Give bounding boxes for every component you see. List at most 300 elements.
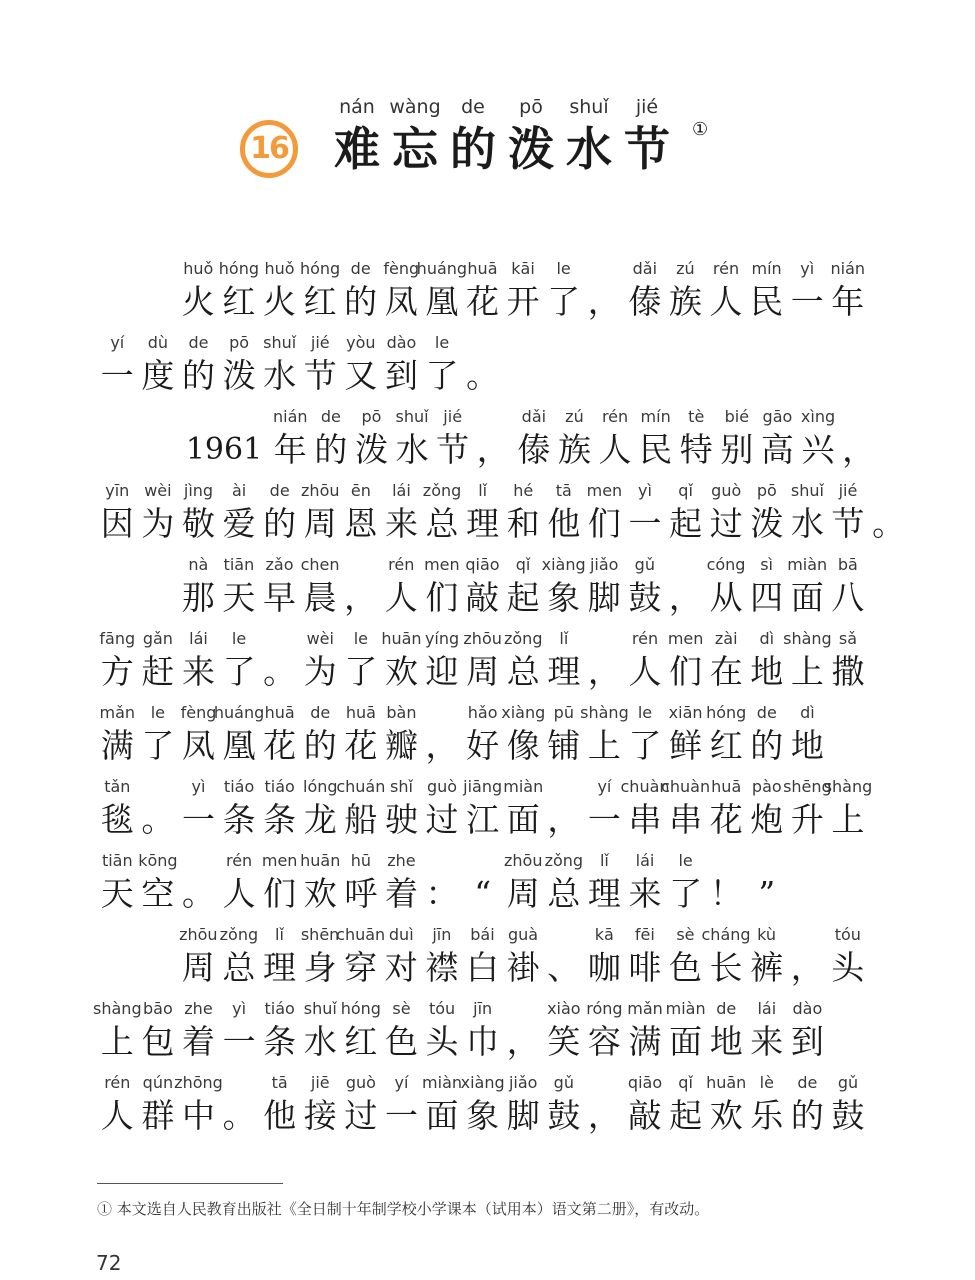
hanzi: 地 (750, 652, 784, 691)
hanzi: 兴 (801, 430, 835, 469)
char-unit (300, 480, 341, 546)
pinyin: jié (310, 333, 330, 352)
char-unit (174, 1072, 223, 1138)
char-unit (625, 628, 666, 694)
char-unit (828, 924, 869, 990)
char-unit (336, 776, 386, 842)
pinyin: dì (759, 629, 775, 648)
pinyin: tā (271, 1073, 288, 1092)
hanzi: 迎 (425, 652, 459, 691)
punctuation (473, 406, 514, 472)
hanzi: 方 (100, 652, 134, 691)
title-char (444, 94, 502, 178)
char-unit (584, 850, 625, 916)
pinyin: dù (147, 333, 169, 352)
pinyin: men (261, 851, 298, 870)
pinyin: dì (800, 703, 815, 722)
hanzi: 火 (262, 282, 296, 321)
hanzi: 花 (709, 800, 743, 839)
hanzi: 面 (669, 1022, 703, 1061)
char-unit (462, 702, 503, 768)
pinyin: huān (300, 851, 341, 870)
pinyin: hóng (218, 259, 259, 278)
char-unit (311, 406, 352, 472)
pinyin: yì (800, 259, 815, 278)
title-hanzi: 泼 (508, 122, 554, 176)
pinyin: zhōu (463, 629, 502, 648)
hanzi: 周 (466, 652, 500, 691)
hanzi: 们 (425, 578, 459, 617)
char-unit (178, 998, 219, 1064)
pinyin: le (150, 703, 166, 722)
hanzi: 的 (790, 1096, 824, 1135)
hanzi: 、 (547, 948, 581, 987)
hanzi: 撒 (831, 652, 865, 691)
char-unit (783, 628, 832, 694)
char-unit (503, 628, 544, 694)
hanzi: 面 (506, 800, 540, 839)
pinyin: huǒ (183, 259, 214, 278)
hanzi: 一 (181, 800, 215, 839)
hanzi: 总 (506, 652, 540, 691)
hanzi: 周 (303, 504, 337, 543)
pinyin: dǎi (521, 407, 547, 426)
char-unit (259, 554, 300, 620)
pinyin: xiàng (541, 555, 586, 574)
punctuation (462, 332, 503, 398)
hanzi: 条 (222, 800, 256, 839)
hanzi: 。 (466, 356, 500, 395)
pinyin: sì (760, 555, 773, 574)
punctuation (503, 998, 544, 1064)
char-unit (178, 776, 219, 842)
pinyin: shēng (783, 777, 832, 796)
char-unit (341, 850, 382, 916)
hanzi: ， (842, 430, 876, 469)
hanzi: 象 (547, 578, 581, 617)
char-unit (828, 1072, 869, 1138)
pinyin: gǎn (142, 629, 173, 648)
pinyin: yì (191, 777, 206, 796)
pinyin: yí (110, 333, 125, 352)
char-unit (381, 554, 422, 620)
char-unit (341, 702, 382, 768)
pinyin: huān (706, 1073, 747, 1092)
pinyin: huā (345, 703, 376, 722)
hanzi: 着 (384, 874, 418, 913)
hanzi: 又 (344, 356, 378, 395)
page-number: 72 (96, 1251, 122, 1275)
pinyin: le (353, 629, 368, 648)
title-hanzi: 的 (450, 122, 496, 176)
char-unit (300, 998, 341, 1064)
char-unit (422, 776, 463, 842)
hanzi: 民 (639, 430, 673, 469)
punctuation (665, 554, 706, 620)
title-pinyin: jié (635, 96, 659, 118)
char-unit (341, 480, 382, 546)
hanzi: 人 (100, 1096, 134, 1135)
char-unit (828, 628, 869, 694)
hanzi: 过 (709, 504, 743, 543)
hanzi: 早 (262, 578, 296, 617)
pinyin: sè (392, 999, 411, 1018)
pinyin: le (434, 333, 450, 352)
hanzi: 面 (790, 578, 824, 617)
pinyin: nián (273, 407, 308, 426)
pinyin: men (424, 555, 460, 574)
pinyin: yíng (424, 629, 460, 648)
hanzi: 驶 (384, 800, 418, 839)
char-unit (665, 1072, 706, 1138)
hanzi: 人 (598, 430, 632, 469)
char-unit (462, 1072, 503, 1138)
char-unit (544, 850, 585, 916)
hanzi: 理 (587, 874, 621, 913)
char-unit (706, 776, 747, 842)
char-unit (554, 406, 595, 472)
hanzi: ： (425, 874, 459, 913)
hanzi: 上 (790, 652, 824, 691)
hanzi: 群 (141, 1096, 175, 1135)
char-unit (503, 850, 544, 916)
char-unit (706, 702, 747, 768)
char-unit (543, 554, 584, 620)
char-unit (259, 480, 300, 546)
hanzi: 了 (425, 356, 459, 395)
char-unit (665, 702, 706, 768)
pinyin: fēi (634, 925, 655, 944)
char-unit (665, 480, 706, 546)
char-unit (787, 480, 828, 546)
pinyin: mǎn (99, 703, 136, 722)
char-unit (97, 776, 138, 842)
char-unit (706, 554, 747, 620)
char-unit (625, 480, 666, 546)
hanzi: 泼 (354, 430, 388, 469)
pinyin: huā (711, 777, 742, 796)
char-unit (787, 702, 828, 768)
char-unit (259, 258, 300, 324)
char-unit (625, 850, 666, 916)
char-unit (665, 258, 706, 324)
pinyin: jiǎo (589, 555, 619, 574)
pinyin: chuàn (620, 777, 670, 796)
hanzi: 裤 (750, 948, 784, 987)
text-line (97, 702, 828, 768)
hanzi: 。 (141, 800, 175, 839)
pinyin: pō (756, 481, 777, 500)
punctuation (422, 850, 463, 916)
hanzi: 笑 (547, 1022, 581, 1061)
char-unit (213, 702, 265, 768)
text-line (97, 628, 868, 694)
hanzi: 到 (384, 356, 418, 395)
pinyin: shēn (300, 925, 340, 944)
punctuation (543, 924, 584, 990)
char-unit (665, 924, 706, 990)
pinyin: hǎo (467, 703, 498, 722)
char-unit (259, 702, 300, 768)
char-unit (432, 406, 473, 472)
hanzi: 。 (872, 504, 906, 543)
hanzi: 的 (344, 282, 378, 321)
char-unit (584, 480, 625, 546)
pinyin: huǒ (264, 259, 295, 278)
char-unit (219, 554, 260, 620)
hanzi: 接 (303, 1096, 337, 1135)
hanzi: 年 (273, 430, 307, 469)
char-unit (300, 628, 341, 694)
hanzi: 度 (141, 356, 175, 395)
hanzi: 欢 (303, 874, 337, 913)
pinyin: guò (427, 777, 458, 796)
char-unit (381, 924, 422, 990)
hanzi: 理 (547, 652, 581, 691)
hanzi: 条 (263, 1022, 297, 1061)
pinyin: miàn (665, 999, 706, 1018)
pinyin: rén (104, 1073, 131, 1092)
char-unit (381, 998, 422, 1064)
text-line (93, 998, 828, 1064)
char-unit (665, 628, 706, 694)
hanzi: 的 (303, 726, 337, 765)
char-unit (584, 776, 625, 842)
hanzi: 过 (425, 800, 459, 839)
pinyin: zǎo (265, 555, 294, 574)
text-line (178, 258, 868, 324)
punctuation (544, 776, 585, 842)
char-unit (747, 1072, 788, 1138)
title-hanzi: 节 (624, 122, 670, 176)
hanzi: 那 (181, 578, 215, 617)
hanzi: 水 (395, 430, 429, 469)
char-unit (416, 258, 468, 324)
pinyin: duì (388, 925, 414, 944)
hanzi: 红 (344, 1022, 378, 1061)
pinyin: guà (507, 925, 539, 944)
hanzi: 傣 (628, 282, 662, 321)
pinyin: gǔ (553, 1073, 574, 1092)
hanzi: 鼓 (547, 1096, 581, 1135)
pinyin: fèng (383, 259, 420, 278)
char-unit (381, 332, 422, 398)
char-unit (178, 332, 219, 398)
pinyin: kù (757, 925, 777, 944)
hanzi: 爱 (222, 504, 256, 543)
pinyin: gǔ (634, 555, 655, 574)
pinyin: bā (837, 555, 858, 574)
pinyin: cóng (706, 555, 746, 574)
char-unit (422, 1072, 463, 1138)
char-unit (503, 554, 544, 620)
char-unit (746, 924, 787, 990)
pinyin: jiǎo (508, 1073, 538, 1092)
text-line (97, 1072, 868, 1138)
pinyin: le (637, 703, 653, 722)
char-unit (219, 332, 260, 398)
hanzi: 凤 (181, 726, 215, 765)
hanzi: 空 (141, 874, 175, 913)
pinyin: shàng (580, 703, 629, 722)
hanzi: 一 (100, 356, 134, 395)
char-unit (462, 480, 503, 546)
char-unit (341, 332, 382, 398)
hanzi: 欢 (384, 652, 418, 691)
pinyin: huáng (416, 259, 468, 278)
pinyin: rén (388, 555, 415, 574)
text-line (97, 850, 787, 916)
hanzi: 敬 (181, 504, 215, 543)
text-line (178, 554, 868, 620)
hanzi: 从 (709, 578, 743, 617)
pinyin: sǎ (838, 629, 858, 648)
pinyin: gǔ (837, 1073, 859, 1092)
hanzi: 。 (222, 1096, 256, 1135)
pinyin: yīn (105, 481, 130, 500)
char-unit (422, 480, 463, 546)
char-unit (635, 406, 676, 472)
text-line (97, 332, 503, 398)
char-unit (625, 1072, 666, 1138)
char-unit (259, 1072, 300, 1138)
hanzi: ， (587, 1096, 621, 1135)
punctuation (178, 850, 219, 916)
char-unit (706, 480, 747, 546)
hanzi: 毯 (100, 800, 134, 839)
punctuation (584, 628, 625, 694)
hanzi: 花 (465, 282, 499, 321)
pinyin: rén (601, 407, 629, 426)
char-unit (300, 702, 341, 768)
char-unit (462, 628, 503, 694)
lesson-number-badge: 16 (240, 120, 298, 178)
pinyin: xiàng (501, 703, 546, 722)
hanzi: 人 (709, 282, 743, 321)
hanzi: 好 (466, 726, 500, 765)
pinyin: de (269, 481, 290, 500)
char-unit (747, 998, 788, 1064)
hanzi: ， (547, 800, 581, 839)
hanzi: 着 (181, 1022, 215, 1061)
pinyin: rén (631, 629, 659, 648)
hanzi: 了 (344, 652, 378, 691)
pinyin: tóu (834, 925, 861, 944)
char-unit (422, 332, 463, 398)
title-char (618, 94, 676, 178)
hanzi: 江 (466, 800, 500, 839)
pinyin: lái (189, 629, 208, 648)
hanzi: 长 (709, 948, 743, 987)
hanzi: 的 (263, 504, 297, 543)
pinyin: sè (676, 925, 695, 944)
title-pinyin: shuǐ (569, 96, 609, 118)
hanzi: 周 (506, 874, 540, 913)
char-unit (93, 998, 142, 1064)
char-unit (706, 628, 747, 694)
pinyin: hū (350, 851, 371, 870)
hanzi: 为 (141, 504, 175, 543)
pinyin: xiān (668, 703, 703, 722)
pinyin: kāi (511, 259, 535, 278)
hanzi: 节 (436, 430, 470, 469)
hanzi: 1961 (185, 432, 263, 467)
hanzi: 凰 (222, 726, 256, 765)
hanzi: 升 (790, 800, 824, 839)
hanzi: 呼 (344, 874, 378, 913)
pinyin: xiào (547, 999, 581, 1018)
char-unit (828, 258, 869, 324)
title-char (386, 94, 444, 178)
pinyin: tā (555, 481, 572, 500)
title-footnote-mark: ① (692, 119, 709, 140)
hanzi: ， (506, 1022, 540, 1061)
hanzi: 了 (547, 282, 581, 321)
char-unit (544, 1072, 585, 1138)
hanzi: 乐 (750, 1096, 784, 1135)
title-char (502, 94, 560, 178)
hanzi: 总 (425, 504, 459, 543)
hanzi: 恩 (344, 504, 378, 543)
pinyin: tiān (223, 555, 255, 574)
hanzi: 身 (303, 948, 337, 987)
hanzi: 起 (669, 1096, 703, 1135)
hanzi: 炮 (750, 800, 784, 839)
pinyin: ēn (350, 481, 371, 500)
hanzi: 民 (750, 282, 784, 321)
pinyin: pō (229, 333, 250, 352)
year-number (178, 406, 270, 472)
char-unit (422, 924, 463, 990)
hanzi: 敲 (465, 578, 499, 617)
hanzi: 的 (181, 356, 215, 395)
char-unit (661, 776, 711, 842)
pinyin: de (716, 999, 737, 1018)
char-unit (259, 850, 300, 916)
hanzi: 咖 (587, 948, 621, 987)
hanzi: ， (790, 948, 824, 987)
hanzi: 他 (263, 1096, 297, 1135)
hanzi: 理 (262, 948, 296, 987)
hanzi: 开 (506, 282, 540, 321)
char-unit (422, 554, 463, 620)
char-unit (300, 258, 341, 324)
pinyin: qǐ (678, 481, 693, 500)
char-unit (757, 406, 798, 472)
hanzi: 像 (506, 726, 540, 765)
char-unit (706, 258, 747, 324)
char-unit (503, 480, 544, 546)
pinyin: chuàn (661, 777, 711, 796)
hanzi: 红 (709, 726, 743, 765)
hanzi: 水 (303, 1022, 337, 1061)
char-unit (544, 702, 585, 768)
char-unit (97, 480, 138, 546)
pinyin: yòu (346, 333, 376, 352)
hanzi: 中 (181, 1096, 215, 1135)
char-unit (138, 628, 179, 694)
char-unit (178, 702, 219, 768)
hanzi: 白 (465, 948, 499, 987)
char-unit (351, 406, 392, 472)
hanzi: 欢 (709, 1096, 743, 1135)
char-unit (462, 776, 503, 842)
char-unit (706, 998, 747, 1064)
char-unit (178, 554, 219, 620)
hanzi: 了 (141, 726, 175, 765)
pinyin: mín (751, 259, 782, 278)
char-unit (747, 628, 788, 694)
